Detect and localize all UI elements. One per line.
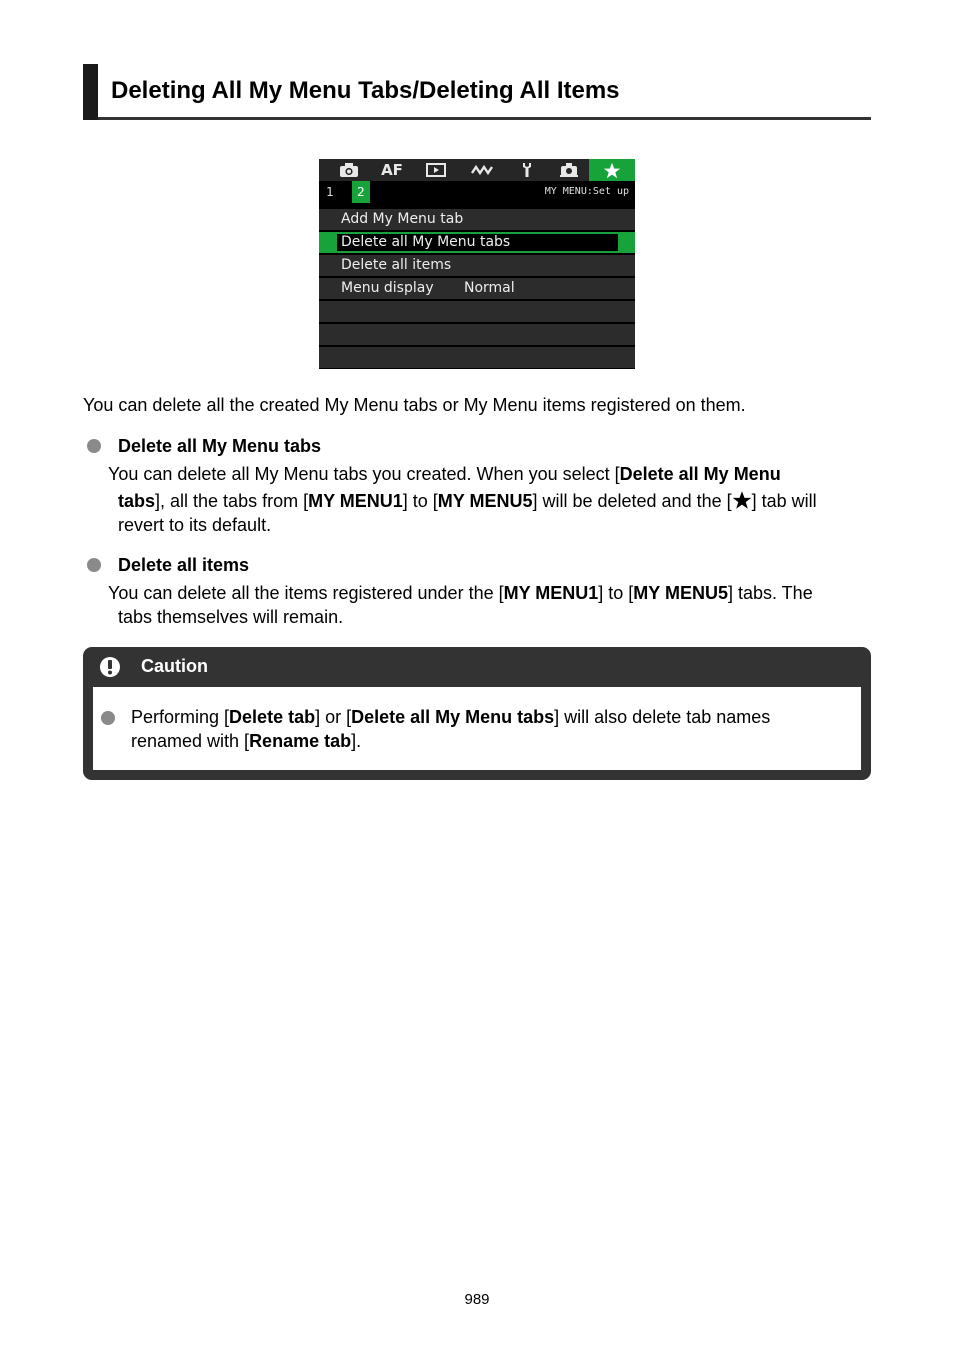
intro-text: You can delete all the created My Menu tabs or My Menu items registered on them. xyxy=(83,395,746,415)
heading-accent-bar xyxy=(83,64,98,120)
bullet-dot xyxy=(101,711,115,725)
menu-item-add-tab: Add My Menu tab xyxy=(319,209,635,230)
menu-item-delete-all-tabs: Delete all My Menu tabs xyxy=(319,232,635,253)
wrench-icon xyxy=(505,159,549,181)
custom-function-icon xyxy=(549,159,589,181)
wave-icon xyxy=(459,159,505,181)
bullet-dot xyxy=(87,558,101,572)
camera-page-row xyxy=(319,181,635,203)
bullet-body: You can delete all My Menu tabs you created. When you select [Delete all My Menu tabs], all the tabs from [MY MENU1] to [MY MENU5] will be deleted and the [ ] tab will revert to its default. xyxy=(108,464,817,535)
caution-header xyxy=(83,647,871,687)
camera-icon xyxy=(327,159,371,181)
star-icon xyxy=(589,159,635,181)
page-title: Deleting All My Menu Tabs/Deleting All Items xyxy=(111,77,620,104)
section-heading xyxy=(83,64,871,120)
menu-item-empty xyxy=(319,324,635,345)
play-icon xyxy=(413,159,459,181)
menu-item-menu-display: Menu display Normal xyxy=(319,278,635,299)
page-number-1: 1 xyxy=(326,185,334,199)
caution-box xyxy=(83,647,871,780)
bullet-dot xyxy=(87,439,101,453)
caution-icon xyxy=(99,656,121,678)
star-icon xyxy=(732,490,752,510)
caution-text: Performing [Delete tab] or [Delete all My Menu tabs] will also delete tab names renamed with [Rename tab]. xyxy=(131,707,771,751)
menu-display-value: Normal xyxy=(464,280,515,296)
menu-label: MY MENU:Set up xyxy=(544,186,629,197)
af-tab: AF xyxy=(381,161,403,179)
camera-menu-screenshot xyxy=(319,159,635,369)
menu-item-delete-all-items: Delete all items xyxy=(319,255,635,276)
caution-title: Caution xyxy=(141,656,208,676)
page-number-2: 2 xyxy=(352,181,370,203)
bullet-title: Delete all My Menu tabs xyxy=(118,436,322,456)
bullet-title: Delete all items xyxy=(118,555,250,575)
page-number: 989 xyxy=(464,1291,490,1308)
camera-tab-bar xyxy=(319,159,635,181)
menu-item-empty xyxy=(319,301,635,322)
bullet-body: You can delete all the items registered under the [MY MENU1] to [MY MENU5] tabs. The tabs themselves will remain. xyxy=(108,583,813,627)
menu-item-empty xyxy=(319,347,635,368)
caution-content xyxy=(93,687,861,770)
